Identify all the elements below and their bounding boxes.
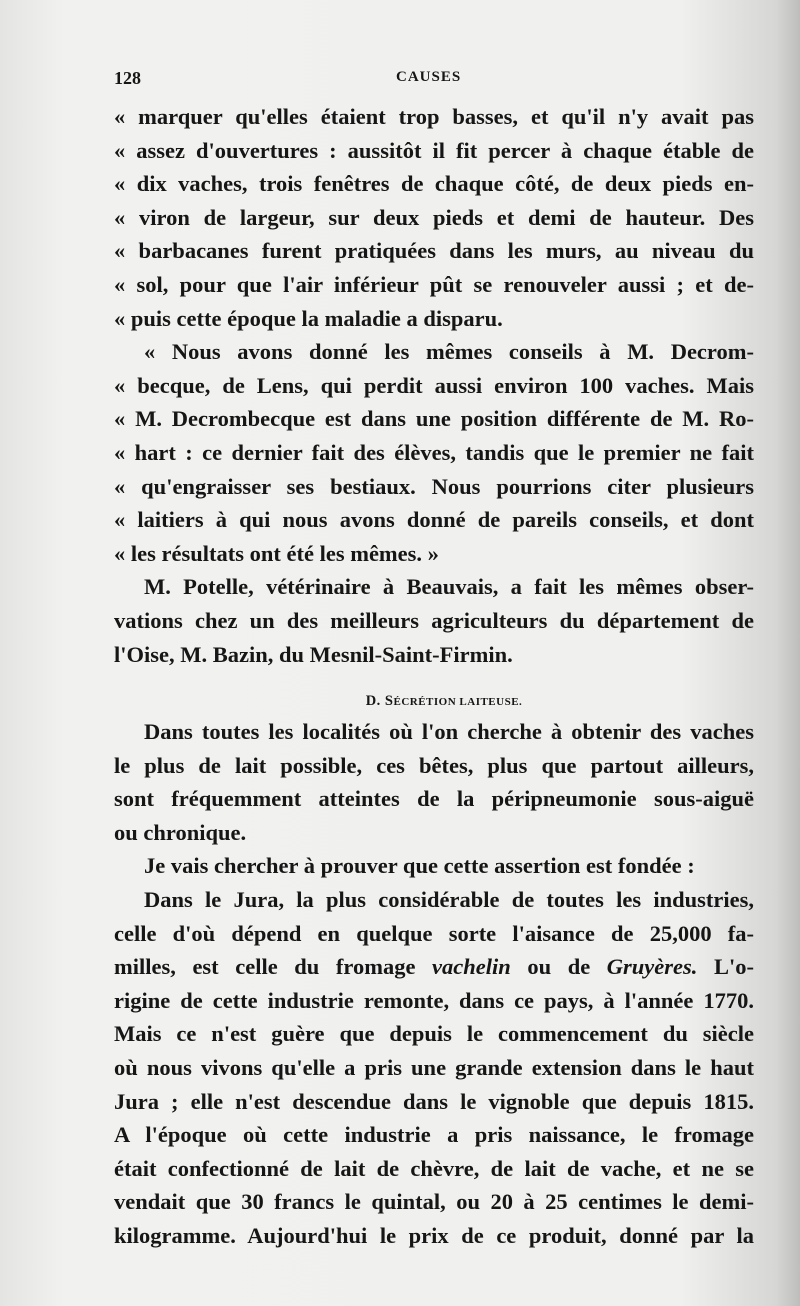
text-line: « viron de largeur, sur deux pieds et demi de hauteur. Des [114,204,754,230]
text-line: « assez d'ouvertures : aussitôt il fit percer à chaque étable de [114,137,754,163]
text-line: le plus de lait possible, ces bêtes, plus que partout ailleurs, [114,752,754,778]
page-body [114,100,754,1253]
text-line: « sol, pour que l'air inférieur pût se renouveler aussi ; et de- [114,271,754,297]
text-line: ou chronique. [114,819,247,845]
text-line: « barbacanes furent pratiquées dans les murs, au niveau du [114,238,754,264]
text-run: ou de [510,954,607,980]
text-line: « laitiers à qui nous avons donné de pareils conseils, et dont [114,507,754,533]
text-line: « les résultats ont été les mêmes. » [114,540,439,566]
text-line: « hart : ce dernier fait des élèves, tandis que le premier ne fait [114,439,754,465]
text-line: où nous vivons qu'elle a pris une grande extension dans le haut [114,1055,754,1081]
text-line: rigine de cette industrie remonte, dans ce pays, à l'année 1770. [114,987,754,1013]
text-line: Dans toutes les localités où l'on cherche à obtenir des vaches [144,719,754,745]
text-line: « marquer qu'elles étaient trop basses, et qu'il n'y avait pas [114,104,754,129]
text-line: « becque, de Lens, qui perdit aussi environ 100 vaches. Mais [114,372,754,398]
text-line [114,950,754,984]
text-line: M. Potelle, vétérinaire à Beauvais, a fait les mêmes obser- [144,574,754,600]
text-line: « Nous avons donné les mêmes conseils à M. Decrom- [144,339,754,365]
text-line: Dans le Jura, la plus considérable de toutes les industries, [144,887,754,913]
text-line: était confectionné de lait de chèvre, de lait de vache, et ne se [114,1155,754,1181]
page-number: 128 [114,68,141,88]
text-line: Je vais chercher à prouver que cette assertion est fondée : [144,853,695,879]
text-line: celle d'où dépend en quelque sorte l'aisance de 25,000 fa- [114,920,754,946]
text-line: kilogramme. Aujourd'hui le prix de ce produit, donné par la [114,1223,754,1248]
italic-term: vachelin [432,954,511,980]
section-heading-title: ÉCRÉTION LAITEUSE. [393,696,523,709]
italic-term: Gruyères. [606,954,698,980]
section-heading-prefix: D. S [365,693,394,710]
text-line: sont fréquemment atteintes de la péripneumonie sous-aiguë [114,786,754,812]
text-line: « puis cette époque la maladie a disparu. [114,305,503,331]
section-heading [114,671,754,715]
running-head: CAUSES [396,69,462,85]
text-line: A l'époque où cette industrie a pris naissance, le fromage [114,1122,754,1148]
text-line: vendait que 30 francs le quintal, ou 20 à 25 centimes le demi- [114,1189,754,1215]
text-run: milles, est celle du fromage [114,954,433,980]
text-line: « M. Decrombecque est dans une position différente de M. Ro- [114,406,754,432]
text-line: vations chez un des meilleurs agriculteurs du département de [114,607,754,633]
text-line: Jura ; elle n'est descendue dans le vignoble que depuis 1815. [114,1088,754,1114]
text-run: L'o- [697,954,754,980]
text-line: l'Oise, M. Bazin, du Mesnil-Saint-Firmin. [114,641,513,667]
text-line: « qu'engraisser ses bestiaux. Nous pourrions citer plusieurs [114,473,754,499]
page-header [114,68,742,94]
text-line: Mais ce n'est guère que depuis le commencement du siècle [114,1021,754,1047]
text-line: « dix vaches, trois fenêtres de chaque côté, de deux pieds en- [114,171,754,197]
